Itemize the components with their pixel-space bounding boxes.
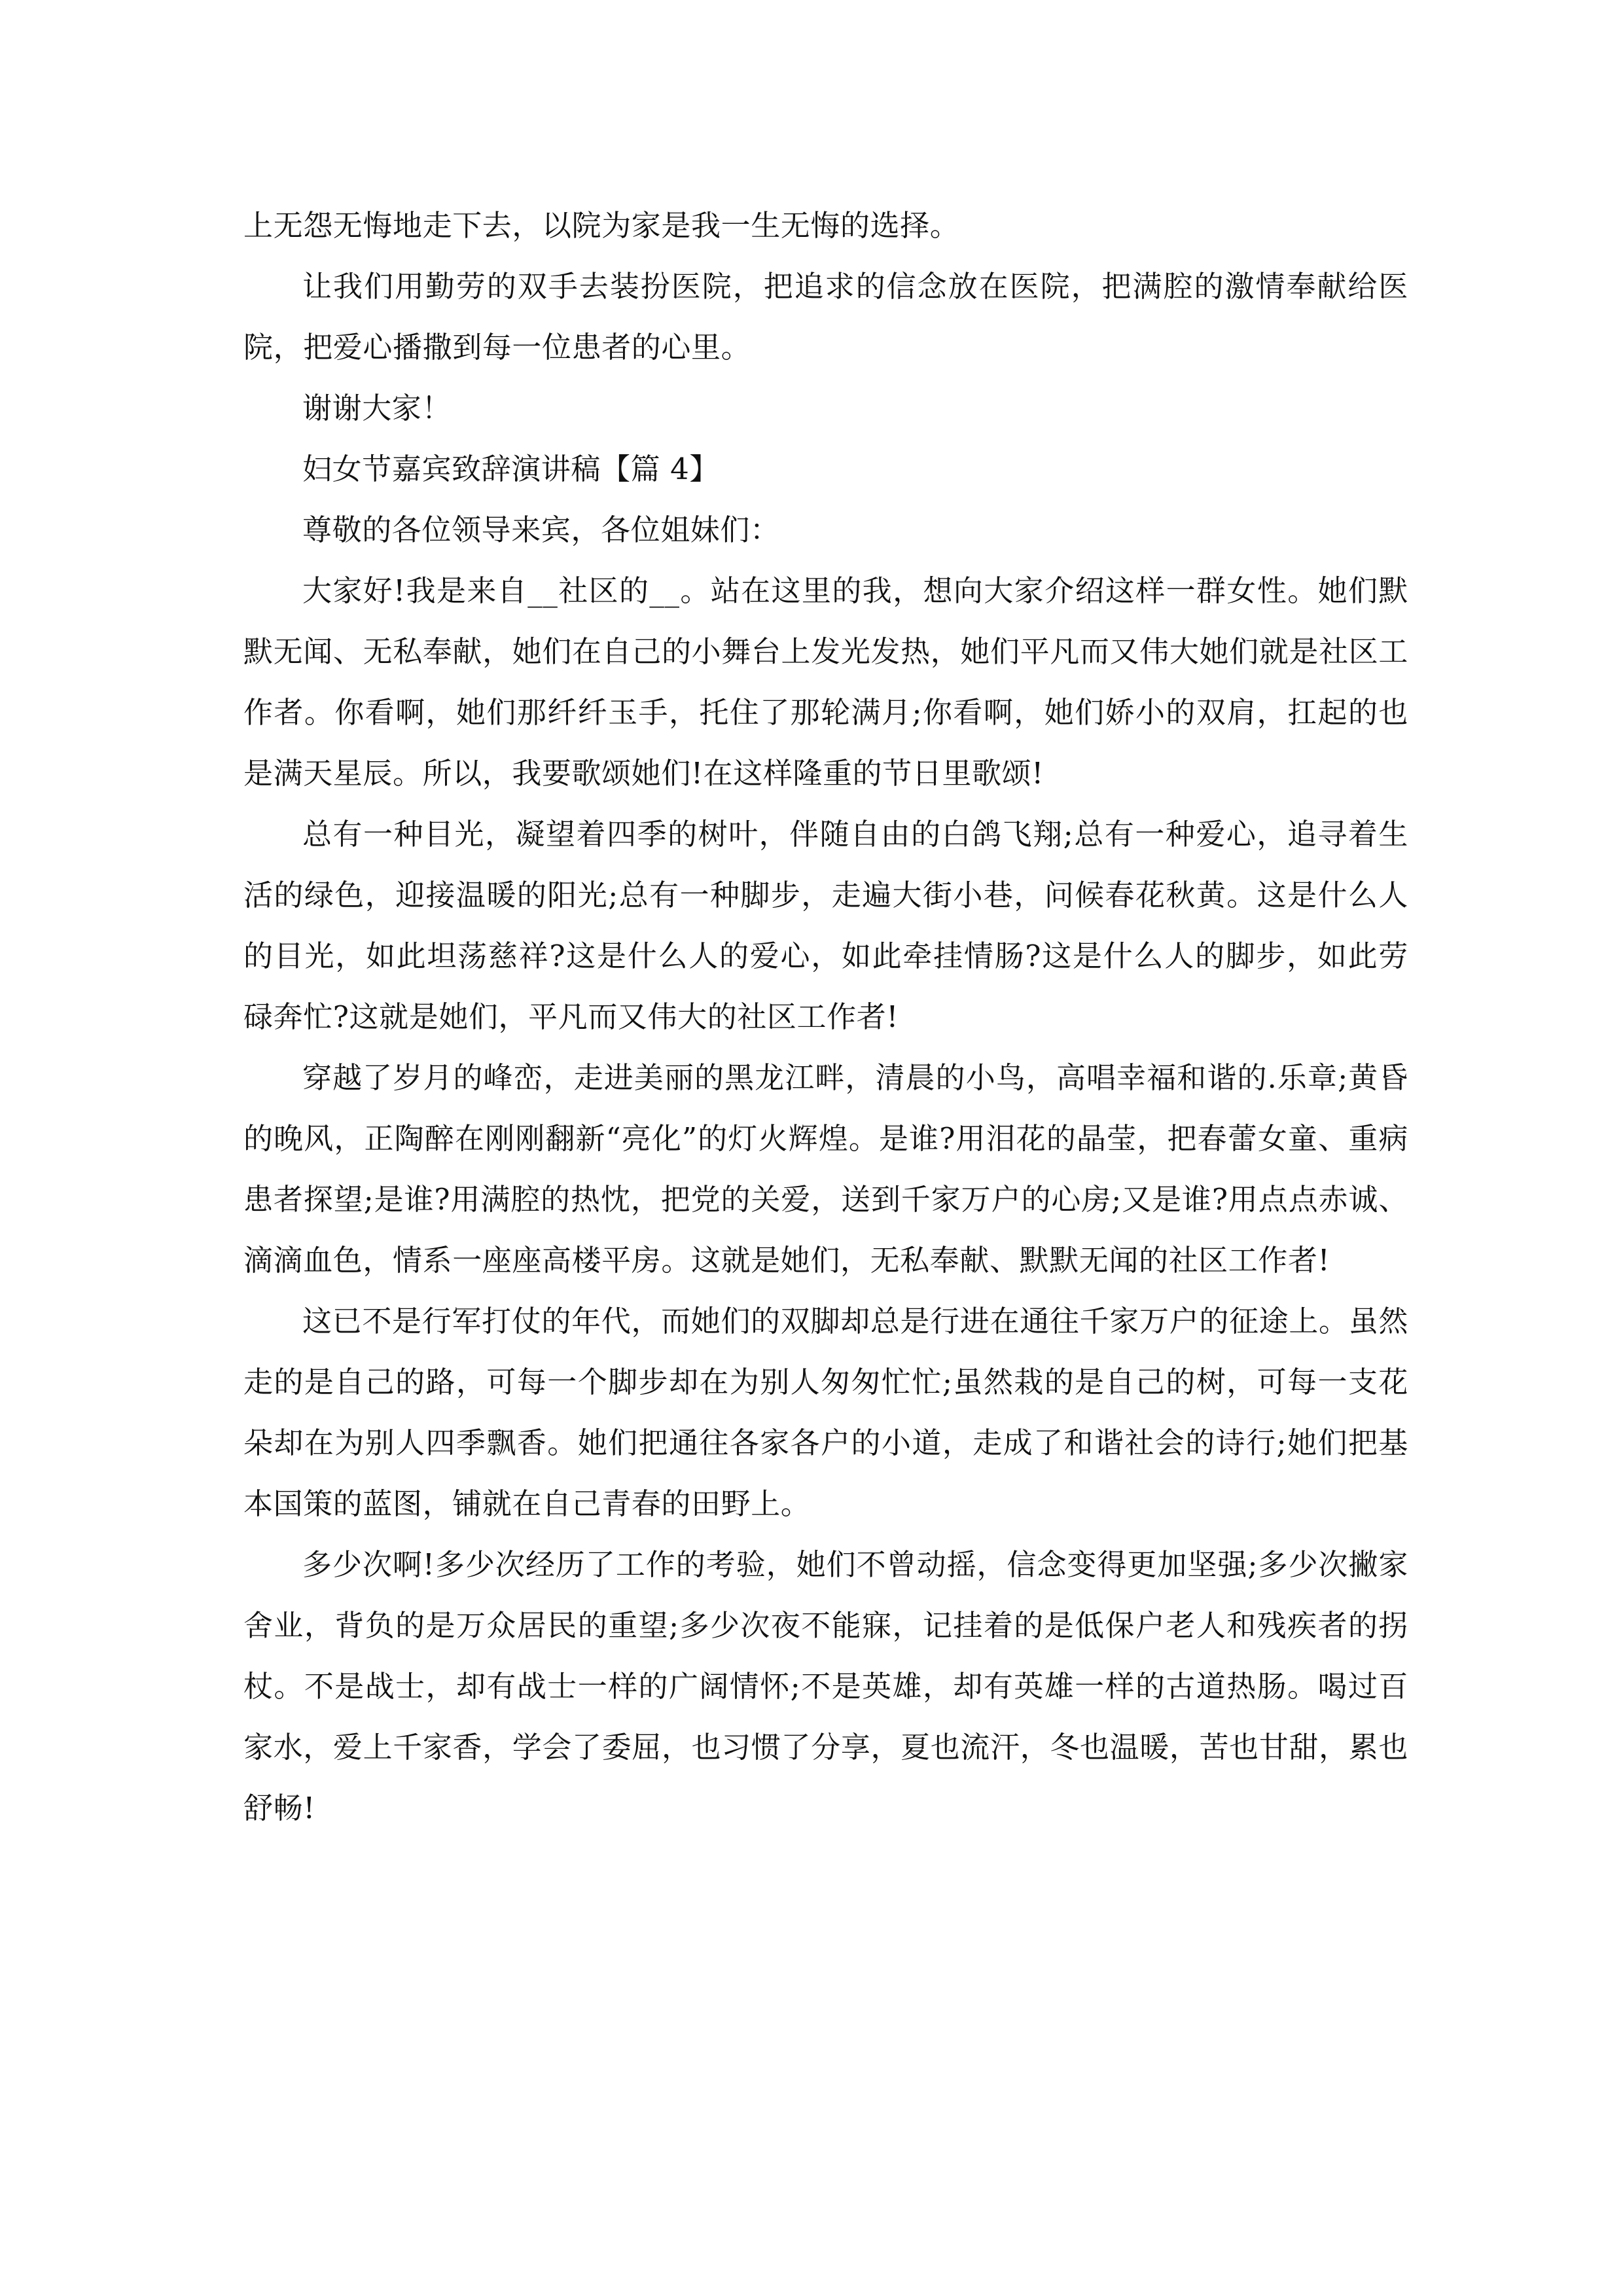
section-heading: 妇女节嘉宾致辞演讲稿【篇 4】 — [302, 452, 719, 486]
salutation: 尊敬的各位领导来宾，各位姐妹们： — [302, 512, 780, 547]
paragraph: 大家好!我是来自__社区的__。站在这里的我，想向大家介绍这样一群女性。她们默默无闻、无私奉献，她们在自己的小舞台上发光发热，她们平凡而又伟大她们就是社区工作者。你看啊，她们那纤纤玉手，托住了那轮满月;你看啊，她们娇小的双肩，扛起的也是满天星辰。所以，我要歌颂她们!在这样隆重的节日里歌颂! — [243, 573, 1408, 791]
paragraph-continued: 上无怨无悔地走下去，以院为家是我一生无悔的选择。 — [243, 208, 960, 243]
paragraph: 这已不是行军打仗的年代，而她们的双脚却总是行进在通往千家万户的征途上。虽然走的是自己的路，可每一个脚步却在为别人匆匆忙忙;虽然栽的是自己的树，可每一支花朵却在为别人四季飘香。她们把通往各家各户的小道，走成了和谐社会的诗行;她们把基本国策的蓝图，铺就在自己青春的田野上。 — [243, 1304, 1408, 1521]
paragraph: 穿越了岁月的峰峦，走进美丽的黑龙江畔，清晨的小鸟，高唱幸福和谐的.乐章;黄昏的晚风，正陶醉在刚刚翻新“亮化”的灯火辉煌。是谁?用泪花的晶莹，把春蕾女童、重病患者探望;是谁?用满腔的热忱，把党的关爱，送到千家万户的心房;又是谁?用点点赤诚、滴滴血色，情系一座座高楼平房。这就是她们，无私奉献、默默无闻的社区工作者! — [243, 1060, 1408, 1278]
paragraph: 总有一种目光，凝望着四季的树叶，伴随自由的白鸽飞翔;总有一种爱心，追寻着生活的绿色，迎接温暖的阳光;总有一种脚步，走遍大街小巷，问候春花秋黄。这是什么人的目光，如此坦荡慈祥?这是什么人的爱心，如此牵挂情肠?这是什么人的脚步，如此劳碌奔忙?这就是她们，平凡而又伟大的社区工作者! — [243, 817, 1408, 1034]
paragraph: 多少次啊!多少次经历了工作的考验，她们不曾动摇，信念变得更加坚强;多少次撇家舍业，背负的是万众居民的重望;多少次夜不能寐，记挂着的是低保户老人和残疾者的拐杖。不是战士，却有战士一样的广阔情怀;不是英雄，却有英雄一样的古道热肠。喝过百家水，爱上千家香，学会了委屈，也习惯了分享，夏也流汗，冬也温暖，苦也甘甜，累也舒畅! — [243, 1547, 1408, 1825]
document-body — [243, 195, 1408, 1839]
paragraph-thanks: 谢谢大家！ — [302, 391, 452, 425]
paragraph: 让我们用勤劳的双手去装扮医院，把追求的信念放在医院，把满腔的激情奉献给医院，把爱心播撒到每一位患者的心里。 — [243, 269, 1408, 365]
